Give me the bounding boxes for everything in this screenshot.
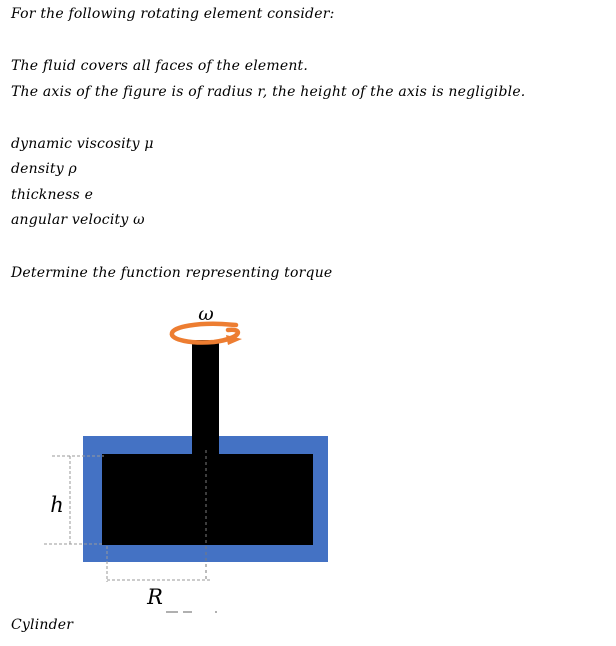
axis-note: The axis of the figure is of radius r, the height of the axis is negligible. xyxy=(11,84,526,100)
rotation-arrow-icon xyxy=(172,324,242,345)
param-velocity: angular velocity ω xyxy=(11,212,145,228)
omega-label: ω xyxy=(198,303,214,325)
radius-label: R xyxy=(147,585,163,609)
param-viscosity: dynamic viscosity μ xyxy=(11,136,154,152)
intro-text: For the following rotating element consider: xyxy=(11,6,335,22)
height-label: h xyxy=(50,493,64,517)
task-text: Determine the function representing torque xyxy=(11,265,333,281)
param-thickness: thickness e xyxy=(11,187,94,203)
cylinder-body xyxy=(102,454,313,545)
fluid-note: The fluid covers all faces of the element. xyxy=(11,58,309,74)
figure-caption: Cylinder xyxy=(11,617,74,633)
param-density: density ρ xyxy=(11,161,77,177)
rotation-axis xyxy=(192,340,219,455)
